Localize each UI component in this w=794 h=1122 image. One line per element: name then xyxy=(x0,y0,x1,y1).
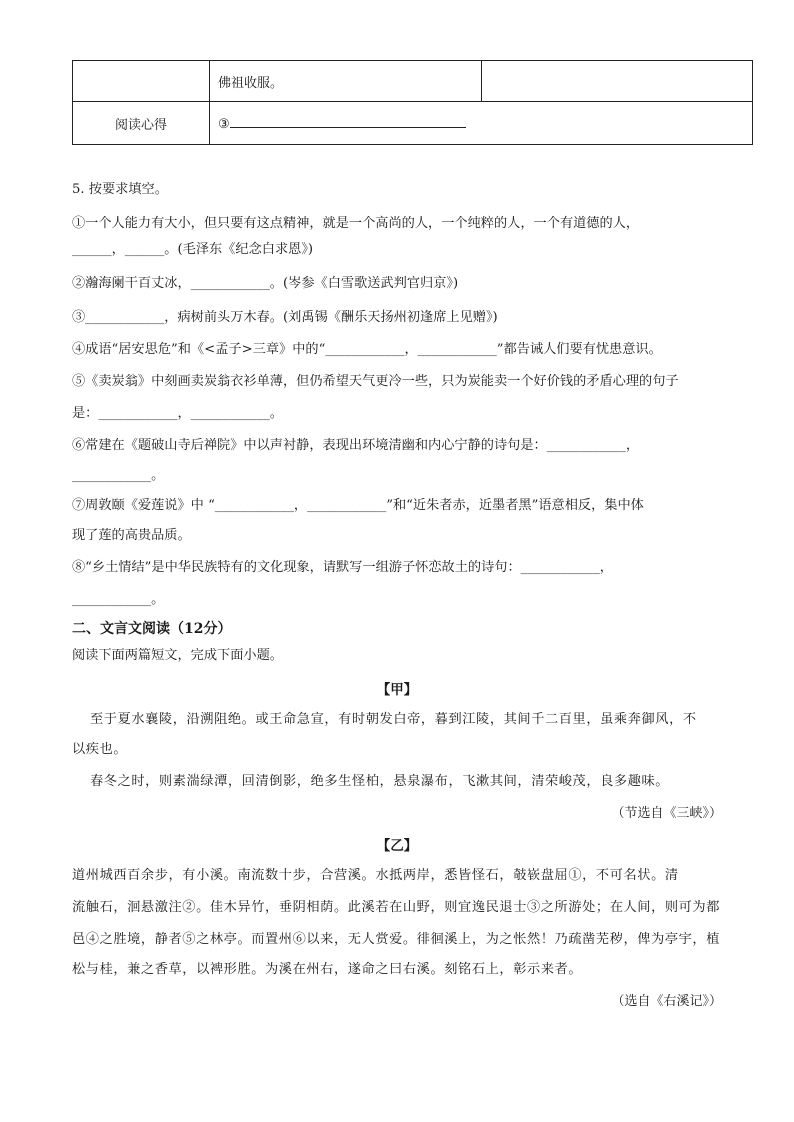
question-line: ______，______。(毛泽东《纪念白求恩》) xyxy=(72,242,314,257)
question-title: 5. 按要求填空。 xyxy=(72,182,168,197)
question-line: ⑧“乡土情结”是中华民族特有的文化现象，请默写一组游子怀恋故土的诗句：____________， xyxy=(72,560,613,575)
question-line: ④成语“居安思危”和《<孟子>三章》中的“____________，____________”都告诫人们要有忧患意识。 xyxy=(72,342,662,357)
section-intro: 阅读下面两篇短文，完成下面小题。 xyxy=(72,648,283,663)
table-cell xyxy=(73,61,210,102)
question-line: ③____________，病树前头万木春。(刘禹锡《酬乐天扬州初逢席上见赠》) xyxy=(72,310,498,325)
question-line: ⑤《卖炭翁》中刻画卖炭翁衣衫单薄，但仍希望天气更冷一些，只为炭能卖一个好价钱的矛盾心理的句子 xyxy=(72,374,679,389)
passage-line: 道州城西百余步，有小溪。南流数十步，合营溪。水抵两岸，悉皆怪石，攲嵚盘屈①，不可名状。清 xyxy=(72,868,679,883)
table-row xyxy=(73,61,753,102)
passage-line: 邑④之胜境，静者⑤之林亭。而置州⑥以来，无人赏爱。徘徊溪上，为之怅然！乃疏凿芜秽，俾为亭宇，植 xyxy=(72,932,721,947)
passage-line: 至于夏水襄陵，沿溯阻绝。或王命急宣，有时朝发白帝，暮到江陵，其间千二百里，虽乘奔御风，不 xyxy=(90,712,697,727)
question-line: ①一个人能力有大小，但只要有这点精神，就是一个高尚的人，一个纯粹的人，一个有道德的人， xyxy=(72,216,640,231)
reading-table xyxy=(72,60,753,145)
question-line: ⑥常建在《题破山寺后禅院》中以声衬静，表现出环境清幽和内心宁静的诗句是：____________， xyxy=(72,438,640,453)
question-line: ____________。 xyxy=(72,468,165,483)
answer-blank xyxy=(230,114,466,128)
table-cell xyxy=(482,61,753,102)
table-cell: 佛祖收服。 xyxy=(210,61,482,102)
passage-source: （选自《右溪记》） xyxy=(611,994,722,1009)
question-line: 现了莲的高贵品质。 xyxy=(72,528,191,543)
passage-line: 以疾也。 xyxy=(72,742,128,757)
passage-heading-yi: 【乙】 xyxy=(376,838,418,854)
reading-notes-label: 阅读心得 xyxy=(73,102,210,145)
question-line: ____________。 xyxy=(72,592,165,607)
passage-line: 流触石，洄悬激注②。佳木异竹，垂阴相荫。此溪若在山野，则宜逸民退士③之所游处；在人间，则可为都 xyxy=(72,900,721,915)
reading-notes-cell xyxy=(210,102,753,145)
passage-line: 春冬之时，则素湍绿潭，回清倒影，绝多生怪柏，悬泉瀑布，飞漱其间，清荣峻茂，良多趣味。 xyxy=(90,774,670,789)
section-heading: 二、文言文阅读（12分） xyxy=(72,621,232,637)
table-row xyxy=(73,102,753,145)
passage-heading-jia: 【甲】 xyxy=(376,682,418,698)
passage-source: （节选自《三峡》） xyxy=(611,806,722,821)
question-line: ⑦周敦颐《爱莲说》中 “____________，____________”和“近朱者赤，近墨者黑”语意相反，集中体 xyxy=(72,498,644,513)
passage-line: 松与桂，兼之香草，以裨形胜。为溪在州右，遂命之曰右溪。刻铭石上，彰示来者。 xyxy=(72,962,583,977)
circled-marker: ③ xyxy=(218,117,230,132)
question-line: 是：____________，____________。 xyxy=(72,406,283,421)
question-line: ②瀚海阑干百丈冰，____________。(岑参《白雪歌送武判官归京》) xyxy=(72,276,459,291)
